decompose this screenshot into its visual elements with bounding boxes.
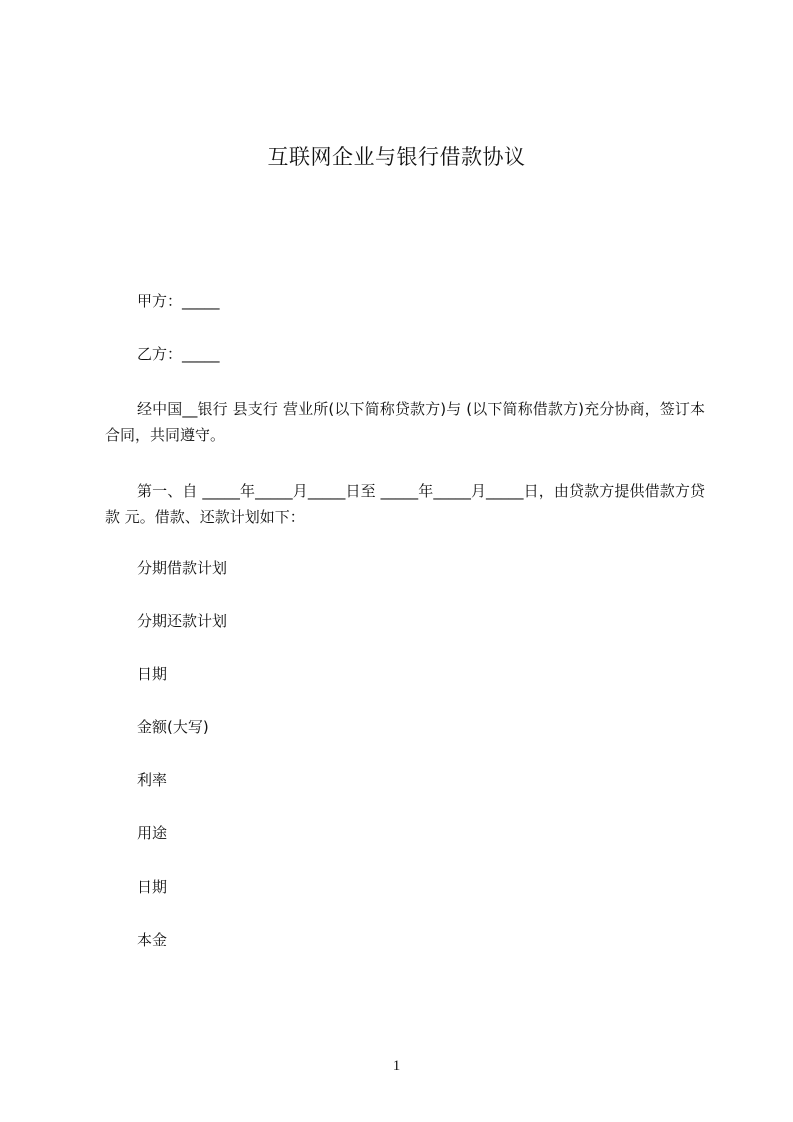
list-item-amount: 金额(大写)	[137, 718, 209, 736]
list-item-date: 日期	[137, 665, 168, 683]
party-a-line: 甲方：_____	[137, 292, 220, 310]
list-item-interest-rate: 利率	[137, 771, 168, 789]
document-title: 互联网企业与银行借款协议	[267, 145, 526, 169]
list-item-date-2: 日期	[137, 878, 168, 896]
list-item-installment-repayment-plan: 分期还款计划	[137, 612, 228, 630]
list-item-purpose: 用途	[137, 824, 168, 842]
clause-1-paragraph: 第一、自 _____年_____月_____日至 _____年_____月_____日，由贷款方提供借款方贷款 元。借款、还款计划如下：	[105, 482, 705, 526]
list-item-installment-borrowing-plan: 分期借款计划	[137, 559, 228, 577]
page-number: 1	[392, 1058, 401, 1074]
intro-paragraph: 经中国__银行 县支行 营业所(以下简称贷款方)与 (以下简称借款方)充分协商，签订本合同，共同遵守。	[105, 400, 705, 444]
party-b-line: 乙方：_____	[137, 345, 220, 363]
list-item-principal: 本金	[137, 931, 168, 949]
